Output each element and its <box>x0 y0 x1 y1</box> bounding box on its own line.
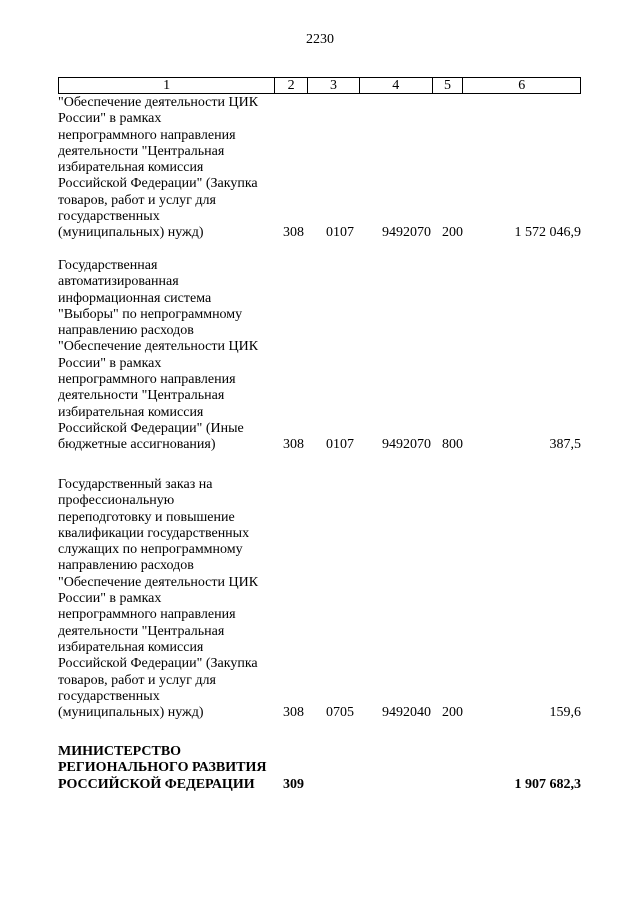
row-description <box>58 258 273 454</box>
description-line: государственных <box>58 688 160 704</box>
cell-vr: 200 <box>442 705 463 721</box>
description-line: государственных <box>58 209 160 225</box>
description-line: России" в рамках <box>58 591 162 607</box>
description-line: (муниципальных) нужд) <box>58 705 204 721</box>
row-description <box>58 95 273 242</box>
description-line: Государственная <box>58 258 158 273</box>
description-line: деятельности "Центральная <box>58 623 225 639</box>
cell-rz: 0107 <box>326 437 354 453</box>
table-row <box>58 95 598 242</box>
cell-amount: 387,5 <box>549 437 581 453</box>
description-line: деятельности "Центральная <box>58 143 225 159</box>
description-line: деятельности "Центральная <box>58 388 225 404</box>
description-line: квалификации государственных <box>58 525 250 541</box>
description-line: непрограммного направления <box>58 127 236 143</box>
table-row-ministry <box>58 744 598 793</box>
table-header <box>58 77 581 94</box>
description-line: направлению расходов <box>58 558 194 574</box>
description-line: "Обеспечение деятельности ЦИК <box>58 574 259 590</box>
cell-amount: 1 907 682,3 <box>514 776 581 792</box>
description-line: Российской Федерации" (Закупка <box>58 176 258 192</box>
description-line: избирательная комиссия <box>58 160 204 176</box>
description-line: переподготовку и повышение <box>58 509 235 525</box>
cell-cs: 9492070 <box>382 437 431 453</box>
description-line: товаров, работ и услуг для <box>58 192 216 208</box>
cell-cs: 9492070 <box>382 225 431 241</box>
description-line: России" в рамках <box>58 355 162 371</box>
row-description <box>58 477 273 721</box>
description-line: РЕГИОНАЛЬНОГО РАЗВИТИЯ <box>58 760 267 776</box>
cell-gr: 309 <box>283 776 304 792</box>
description-line: профессиональную <box>58 493 175 509</box>
description-line: (муниципальных) нужд) <box>58 225 204 241</box>
page-number: 2230 <box>306 32 334 47</box>
description-line: МИНИСТЕРСТВО <box>58 744 182 759</box>
column-header-3: 3 <box>308 78 360 93</box>
cell-amount: 159,6 <box>549 705 581 721</box>
description-line: "Выборы" по непрограммному <box>58 306 243 322</box>
cell-rz: 0705 <box>326 705 354 721</box>
row-description <box>58 744 273 793</box>
description-line: Российской Федерации" (Закупка <box>58 656 258 672</box>
table-row <box>58 477 598 721</box>
column-header-1: 1 <box>59 78 275 93</box>
description-line: товаров, работ и услуг для <box>58 672 216 688</box>
description-line: информационная система <box>58 290 212 306</box>
cell-vr: 800 <box>442 437 463 453</box>
description-line: "Обеспечение деятельности ЦИК <box>58 95 259 110</box>
column-header-4: 4 <box>360 78 433 93</box>
description-line: Государственный заказ на <box>58 477 213 492</box>
description-line: направлению расходов <box>58 323 194 339</box>
description-line: избирательная комиссия <box>58 639 204 655</box>
description-line: РОССИЙСКОЙ ФЕДЕРАЦИИ <box>58 776 255 792</box>
description-line: России" в рамках <box>58 111 162 127</box>
description-line: непрограммного направления <box>58 372 236 388</box>
cell-cs: 9492040 <box>382 705 431 721</box>
cell-rz: 0107 <box>326 225 354 241</box>
description-line: непрограммного направления <box>58 607 236 623</box>
cell-gr: 308 <box>283 705 304 721</box>
description-line: Российской Федерации" (Иные <box>58 420 244 436</box>
description-line: служащих по непрограммному <box>58 542 243 558</box>
cell-vr: 200 <box>442 225 463 241</box>
column-header-6: 6 <box>518 78 526 93</box>
cell-gr: 308 <box>283 225 304 241</box>
table-row <box>58 258 598 454</box>
description-line: "Обеспечение деятельности ЦИК <box>58 339 259 355</box>
column-header-2: 2 <box>275 78 308 93</box>
description-line: автоматизированная <box>58 274 179 290</box>
description-line: избирательная комиссия <box>58 404 204 420</box>
cell-amount: 1 572 046,9 <box>514 225 581 241</box>
column-header-5: 5 <box>433 78 464 93</box>
description-line: бюджетные ассигнования) <box>58 437 216 453</box>
cell-gr: 308 <box>283 437 304 453</box>
